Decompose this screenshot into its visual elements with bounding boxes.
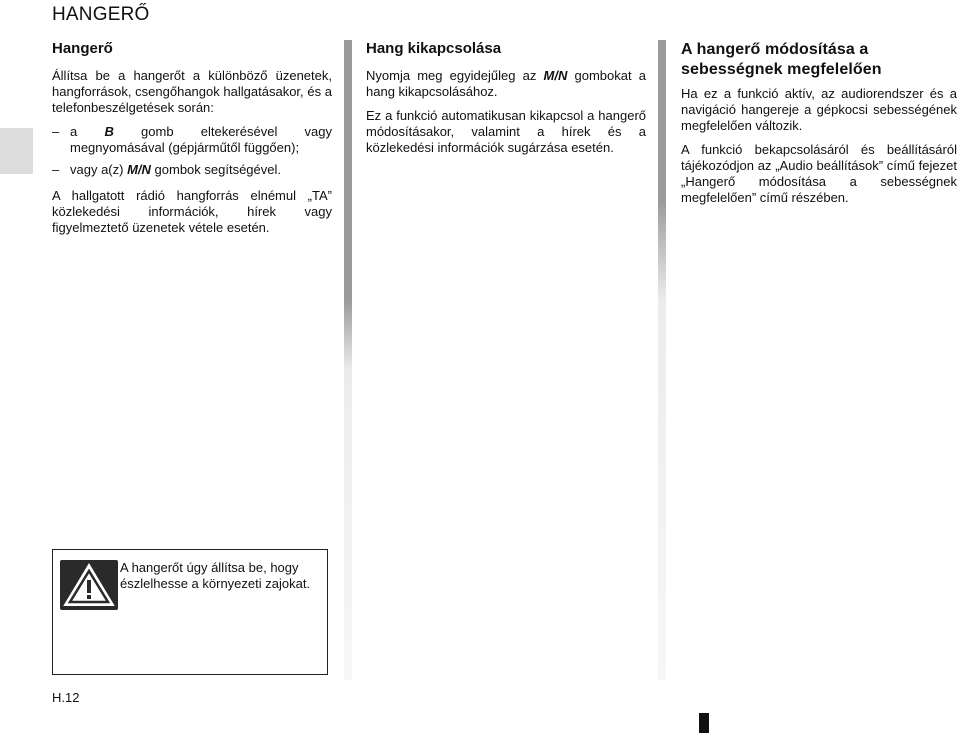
column-mute [366, 40, 646, 164]
mute-suffix: gombokat a hang kikapcsolásához. [366, 68, 647, 99]
list-item-prefix: a [70, 124, 105, 139]
button-key-mn: M/N [543, 68, 568, 83]
list-dash: – [52, 124, 60, 139]
column-divider-1 [344, 40, 352, 680]
column-speed-volume [681, 40, 957, 214]
ta-note: A hallgatott rádió hangforrás elnémul „TA” közlekedési információk, hírek vagy figyelmeztető üzenetek vétele esetén. [52, 188, 332, 235]
warning-box [52, 549, 328, 675]
section-heading-mute: Hang kikapcsolása [366, 40, 502, 57]
corner-mark [699, 713, 709, 733]
button-key-mn: M/N [127, 162, 151, 177]
volume-intro: Állítsa be a hangerőt a különböző üzenetek, hangforrások, csengőhangok hallgatásakor, és a telefonbeszélgetések során: [52, 68, 332, 115]
list-item [52, 162, 332, 178]
speed-volume-reference: A funkció bekapcsolásáról és beállításáról tájékozódjon az „Audio beállítások” című fejezet „Hangerő módosítása a sebességnek megfelelően” című részében. [681, 142, 957, 205]
side-tab-marker [0, 128, 33, 174]
mute-instruction [366, 68, 646, 100]
column-divider-2 [658, 40, 666, 680]
column-volume [52, 40, 332, 244]
mute-description: Ez a funkció automatikusan kikapcsol a hangerő módosításakor, valamint a hírek és a közlekedési információk sugárzása esetén. [366, 108, 646, 155]
list-item-suffix: gomb eltekerésével vagy megnyomásával (gépjárműtől függően); [70, 124, 332, 155]
warning-triangle-icon [60, 560, 118, 610]
warning-text: A hangerőt úgy állítsa be, hogy észlelhesse a környezeti zajokat. [120, 560, 311, 591]
list-item-prefix: vagy a(z) [70, 162, 128, 177]
list-dash: – [52, 162, 60, 177]
section-heading-speed-volume: A hangerő módosítása a sebességnek megfelelően [681, 41, 882, 78]
mute-prefix: Nyomja meg egyidejűleg az [366, 68, 544, 83]
list-item-suffix: gombok segítségével. [150, 162, 281, 177]
section-heading-volume: Hangerő [52, 40, 113, 57]
page-title: HANGERŐ [52, 4, 150, 25]
speed-volume-description: Ha ez a funkció aktív, az audiorendszer és a navigáció hangereje a gépkocsi sebességének megfelelően változik. [681, 86, 957, 133]
button-key-b: B [104, 124, 114, 139]
page-number: H.12 [52, 690, 80, 705]
list-item [52, 124, 332, 156]
